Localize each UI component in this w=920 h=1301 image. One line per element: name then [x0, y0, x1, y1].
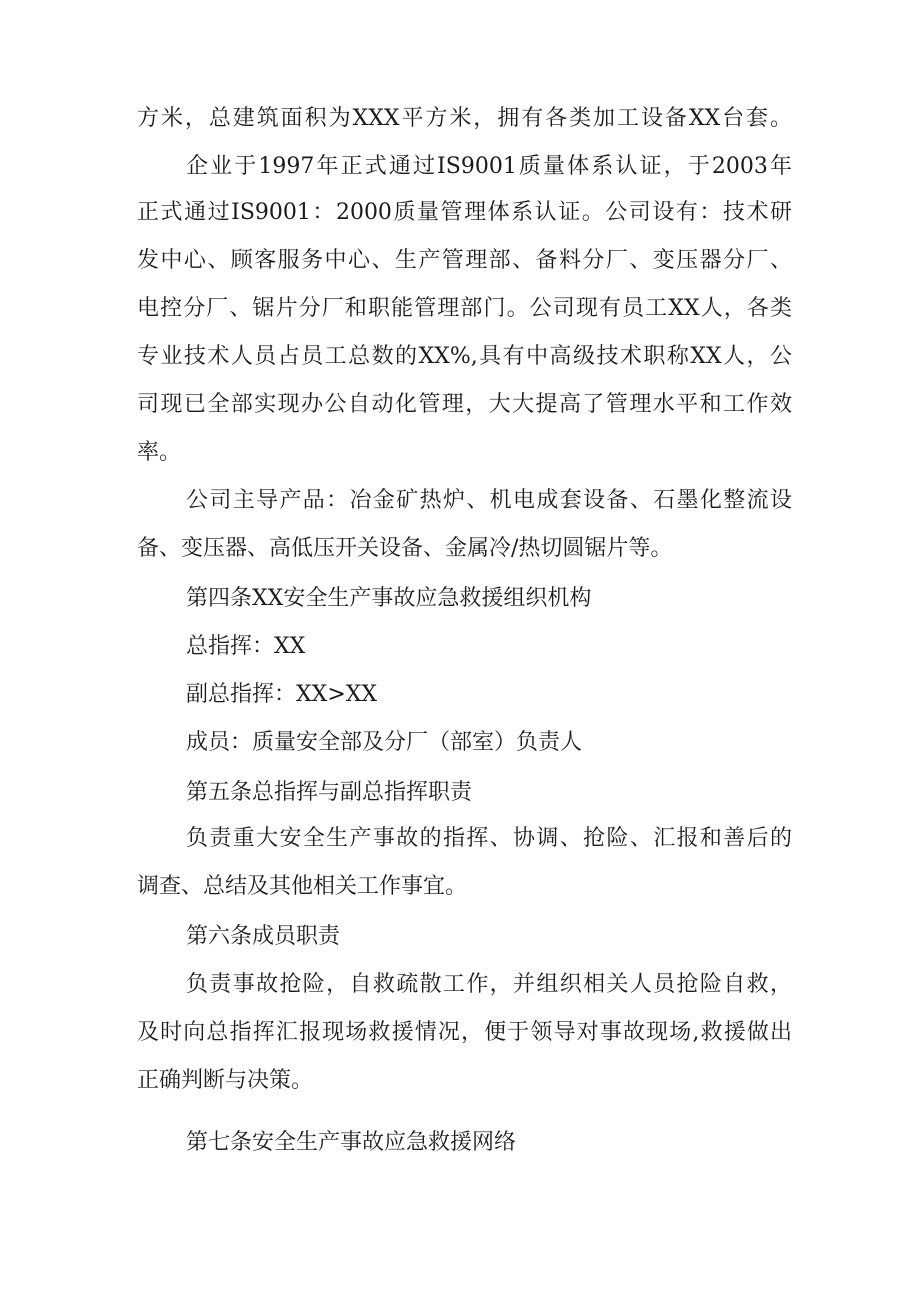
text-line: 副总指挥：XX>XX	[186, 682, 378, 707]
section-heading: 第七条安全生产事故应急救援网络	[186, 1130, 517, 1155]
text-line: 正确判断与决策。	[137, 1068, 314, 1093]
text-line: 及时向总指挥汇报现场救援情况，便于领导对事故现场,救援做出	[137, 1020, 792, 1045]
text-line: 成员：质量安全部及分厂（部室）负责人	[186, 730, 583, 755]
text-line: 备、变压器、高低压开关设备、金属冷/热切圆锯片等。	[137, 536, 673, 561]
text-line: 负责重大安全生产事故的指挥、协调、抢险、汇报和善后的	[186, 826, 792, 851]
section-heading: 第五条总指挥与副总指挥职责	[186, 780, 473, 805]
text-line: 正式通过IS9001：2000质量管理体系认证。公司设有：技术研	[137, 200, 792, 225]
text-line: 负责事故抢险，自救疏散工作，并组织相关人员抢险自救，	[186, 972, 792, 997]
text-line: 总指挥：XX	[186, 634, 306, 659]
text-line: 司现已全部实现办公自动化管理，大大提高了管理水平和工作效	[137, 392, 792, 417]
section-heading: 第六条成员职责	[186, 924, 341, 949]
text-line: 方米，总建筑面积为XXX平方米，拥有各类加工设备XX台套。	[137, 106, 792, 131]
text-line: 率。	[137, 440, 182, 465]
section-heading: 第四条XX安全生产事故应急救援组织机构	[186, 586, 592, 611]
text-line: 发中心、顾客服务中心、生产管理部、备料分厂、变压器分厂、	[137, 248, 792, 273]
text-line: 电控分厂、锯片分厂和职能管理部门。公司现有员工XX人，各类	[137, 296, 792, 321]
text-line: 调查、总结及其他相关工作事宜。	[137, 874, 468, 899]
text-line: 专业技术人员占员工总数的XX%,具有中高级技术职称XX人，公	[137, 344, 792, 369]
text-line: 企业于1997年正式通过IS9001质量体系认证，于2003年	[186, 154, 792, 179]
text-line: 公司主导产品：冶金矿热炉、机电成套设备、石墨化整流设	[186, 488, 792, 513]
